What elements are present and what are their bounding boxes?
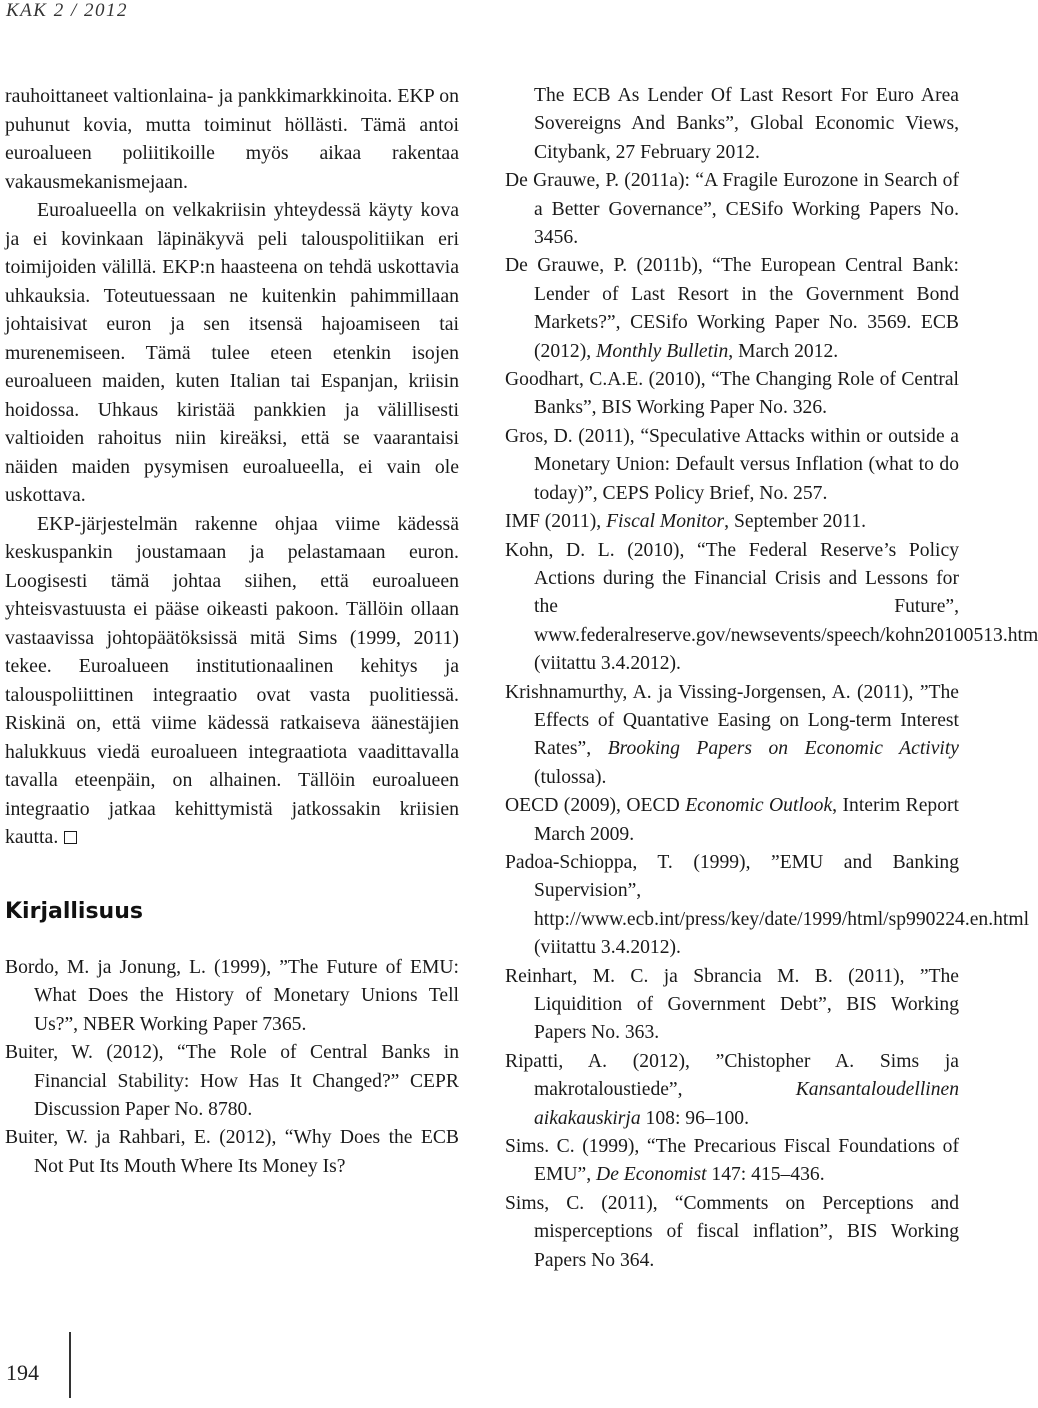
reference-item: Padoa-Schioppa, T. (1999), ”EMU and Banking Supervision”, http://www.ecb.int/press/key/date/1999/html/sp990224.en.html (viitattu 3.4.2012).	[505, 851, 1030, 959]
reference-text: IMF (2011),	[505, 511, 607, 533]
page-number: 194	[6, 1360, 39, 1385]
reference-text: OECD (2009), OECD	[505, 795, 686, 817]
reference-item: Goodhart, C.A.E. (2010), “The Changing Role of Central Banks”, BIS Working Paper No. 326.	[505, 369, 959, 419]
reference-item: Buiter, W. (2012), “The Role of Central Banks in Financial Stability: How Has It Changed?” CEPR Discussion Paper No. 8780.	[5, 1042, 459, 1121]
reference-item: Kohn, D. L. (2010), “The Federal Reserve’s Policy Actions during the Financial Crisis and Lessons for the Future”, www.federalreserve.gov/newsevents/speech/kohn20100513.htm (viitattu 3.4.2012).	[505, 539, 1038, 675]
reference-text: , September 2011.	[724, 511, 867, 533]
reference-italic: Brooking Papers on Economic Activity	[607, 738, 960, 760]
reference-italic: Monthly Bulletin	[596, 340, 729, 362]
reference-text: Ripatti, A. (2012), ”Chistopher A. Sims ja makrotaloustiede”,	[505, 1050, 959, 1101]
page-number-rule	[69, 1332, 71, 1398]
end-of-article-square-icon	[64, 831, 77, 844]
reference-text: , March 2012.	[728, 340, 839, 362]
reference-item: Bordo, M. ja Jonung, L. (1999), ”The Future of EMU: What Does the History of Monetary Unions Tell Us?”, NBER Working Paper 7365.	[5, 957, 459, 1035]
body-paragraph-3-text: EKP-järjestelmän rakenne ohjaa viime kädessä keskuspankin joustamaan ja pelastamaan euron. Loogisesti tämä johtaa siihen, että euroalueen yhteisvastuusta ei pääse oikeasti pakoon. Tällöin ollaan vastaavissa johtopäätöksissä mitä Sims (1999, 2011) tekee. Euroalueen institutionaalinen kehitys ja talouspoliittinen integraatio ovat vasta puolitiessä. Riskinä on, että viime kädessä ratkaiseva äänestäjien halukkuus viedä euroalueen integraatiota vaadittavalla tavalla eteenpäin, on alhainen. Tällöin euroalueen integraatio jatkaa kehittymistä jatkossakin kriisien kautta.	[5, 512, 459, 848]
reference-item	[505, 1133, 959, 1190]
reference-item	[505, 252, 959, 366]
reference-text: 108: 96–100.	[640, 1107, 749, 1129]
body-paragraph-3	[5, 510, 459, 852]
reference-text: (tulossa).	[534, 766, 607, 788]
reference-text: De Grauwe, P. (2011b), “The European Central Bank: Lender of Last Resort in the Government Bond Markets?”, CESifo Working Paper No. 3569. ECB (2012),	[505, 255, 959, 362]
reference-item-continued: The ECB As Lender Of Last Resort For Euro Area Sovereigns And Banks”, Global Economic Views, Citybank, 27 February 2012.	[534, 85, 959, 163]
reference-item: Sims, C. (2011), “Comments on Perceptions and misperceptions of fiscal inflation”, BIS Working Papers No 364.	[505, 1192, 959, 1271]
reference-item: Buiter, W. ja Rahbari, E. (2012), “Why Does the ECB Not Put Its Mouth Where Its Money Is?	[5, 1127, 459, 1177]
reference-italic: Economic Outlook	[685, 795, 833, 817]
reference-text: , Interim Report March 2009.	[534, 795, 959, 845]
reference-item	[505, 508, 959, 536]
reference-item: De Grauwe, P. (2011a): “A Fragile Eurozone in Search of a Better Governance”, CESifo Working Papers No. 3456.	[505, 170, 959, 249]
references-heading: Kirjallisuus	[5, 898, 143, 924]
reference-item: Reinhart, M. C. ja Sbrancia M. B. (2011), ”The Liquidition of Government Debt”, BIS Working Papers No. 363.	[505, 965, 959, 1044]
reference-item: Gros, D. (2011), “Speculative Attacks within or outside a Monetary Union: Default versus Inflation (what to do today)”, CEPS Policy Brief, No. 257.	[505, 425, 959, 504]
left-column	[5, 82, 459, 1181]
reference-italic: De Economist	[596, 1164, 707, 1186]
reference-italic: Fiscal Monitor	[606, 511, 725, 533]
reference-text: Sims. C. (1999), “The Precarious Fiscal Foundations of EMU”,	[505, 1136, 959, 1186]
reference-item	[505, 679, 959, 793]
running-head: KAK 2 / 2012	[6, 0, 128, 21]
reference-item	[505, 1048, 959, 1133]
right-column	[505, 82, 1038, 1275]
reference-item	[505, 792, 959, 849]
reference-italic: Kansantaloudellinen aikakauskirja	[534, 1079, 959, 1129]
reference-text: Krishnamurthy, A. ja Vissing-Jorgensen, A. (2011), ”The Effects of Quantative Easing on Long-term Interest Rates”,	[505, 681, 959, 760]
body-paragraph-1: rauhoittaneet valtionlaina- ja pankkimarkkinoita. EKP on puhunut kovia, mutta toiminut höllästi. Tämä antoi euroalueen poliitikoille myös aikaa rakentaa vakausmekanismejaan.	[5, 85, 459, 193]
reference-text: 147: 415–436.	[706, 1164, 825, 1186]
body-paragraph-2: Euroalueella on velkakriisin yhteydessä käyty kova ja ei kovinkaan läpinäkyvä peli talouspolitiikan eri toimijoiden välillä. EKP:n haasteena on tehdä uskottavia uhkauksia. Toteutuessaan ne kuitenkin pahimmillaan johtaisivat euron ja sen itsensä hajoamiseen tai murenemiseen. Tämä tulee eteen etenkin isojen euroalueen maiden, kuten Italian tai Espanjan, kriisin hoidossa. Uhkaus kiristää pankkien ja välillisesti valtioiden rahoitus niin kireäksi, että se vaarantaisi näiden maiden pysymisen euroalueella, ei vain ole uskottava.	[5, 199, 459, 506]
